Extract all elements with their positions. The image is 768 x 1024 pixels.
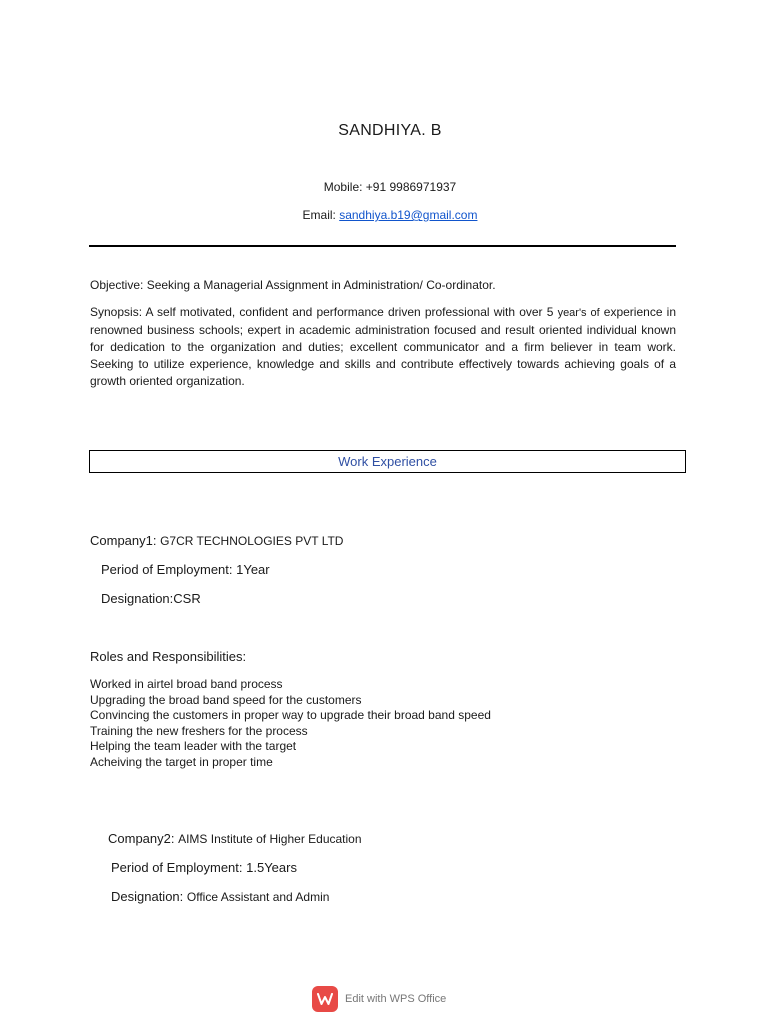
work-experience-heading: Work Experience (89, 450, 686, 473)
synopsis-paragraph (90, 304, 676, 390)
list-item: Acheiving the target in proper time (90, 754, 273, 769)
company1-name: G7CR TECHNOLOGIES PVT LTD (160, 534, 344, 548)
company2-designation-line (111, 889, 329, 904)
email-link[interactable]: sandhiya.b19@gmail.com (339, 208, 478, 222)
synopsis-label: Synopsis: (90, 305, 143, 319)
list-item: Worked in airtel broad band process (90, 677, 283, 691)
email-label: Email: (302, 208, 340, 222)
objective-label: Objective: (90, 278, 147, 292)
company1-period: Period of Employment: 1Year (101, 562, 270, 577)
mobile-label: Mobile: (323, 180, 366, 194)
objective-line (90, 278, 676, 292)
synopsis-text-after: experience in renowned business schools; expert in academic administration focused and result oriented individual known for dedication to the organization and duties; excellent communicator and a firm believer in team work. Seeking to utilize experience, knowledge and skills and contribute effectively towards achieving goals of a growth oriented organization. (90, 305, 676, 388)
wps-w-glyph (317, 992, 333, 1006)
company1-designation: Designation:CSR (101, 591, 201, 606)
company1-line (90, 533, 343, 548)
header-divider (89, 245, 676, 247)
mobile-line (0, 180, 768, 194)
company2-period: Period of Employment: 1.5Years (111, 860, 297, 875)
company2-label: Company2: (108, 831, 179, 846)
list-item: Training the new freshers for the process (90, 723, 308, 738)
synopsis-years: year's of (557, 307, 600, 319)
list-item: Helping the team leader with the target (90, 739, 297, 753)
list-item: Upgrading the broad band speed for the customers (90, 692, 362, 707)
roles-title: Roles and Responsibilities: (90, 649, 247, 664)
candidate-name: SANDHIYA. B (338, 122, 442, 139)
edit-with-wps-button[interactable] (312, 985, 446, 1013)
company2-name: AIMS Institute of Higher Education (178, 832, 362, 846)
roles-list (90, 677, 650, 770)
company1-label: Company1: (90, 533, 161, 548)
mobile-number: +91 9986971937 (365, 180, 457, 194)
company2-designation-label: Designation: (111, 889, 187, 904)
company2-designation: Office Assistant and Admin (186, 890, 330, 904)
synopsis-text-before: A self motivated, confident and performance driven professional with over 5 (142, 305, 558, 319)
list-item: Convincing the customers in proper way to upgrade their broad band speed (90, 708, 491, 722)
objective-text: Seeking a Managerial Assignment in Administration/ Co-ordinator. (146, 278, 496, 292)
email-line (0, 208, 768, 222)
company2-line (108, 831, 362, 846)
wps-label: Edit with WPS Office (345, 993, 447, 1005)
wps-logo-icon (312, 986, 338, 1012)
